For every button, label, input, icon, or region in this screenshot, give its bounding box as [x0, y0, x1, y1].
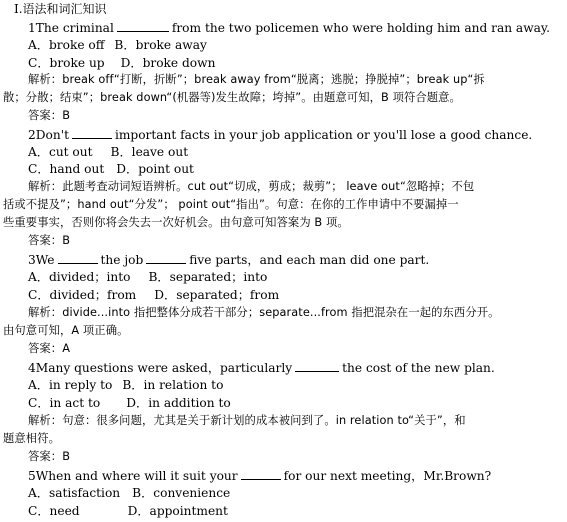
q4-blank [295, 358, 339, 372]
q5-option-d: D．appointment [127, 504, 228, 518]
q3-option-c: C．divided；from [28, 288, 137, 302]
q4-option-c: C．in act to [28, 396, 101, 410]
q5-options-row-1 [28, 484, 230, 502]
q5-stem-after: for our next meeting，Mr.Brown? [283, 469, 492, 483]
q1-explanation-line-1: 解析：break off“打断，折断”；break away from“脱离；逃脱；挣脱掉”；break up“拆 [28, 73, 485, 86]
q3-option-d: D．separated；from [154, 288, 280, 302]
question-4 [28, 358, 495, 377]
q1-blank [117, 18, 169, 32]
q4-stem-after: the cost of the new plan. [342, 361, 495, 375]
q3-option-b: B．separated；into [148, 270, 268, 284]
q2-option-c: C．hand out [28, 162, 105, 176]
q5-blank [241, 466, 281, 480]
q1-options-row-2 [28, 54, 215, 72]
q2-stem-before: 2Don't [28, 128, 69, 142]
question-2 [28, 125, 532, 144]
q2-option-b: B．leave out [110, 145, 189, 159]
q1-option-b: B．broke away [114, 38, 207, 52]
q1-stem-before: 1The criminal [28, 21, 114, 35]
q4-option-b: B．in relation to [122, 378, 224, 392]
q2-options-row-1 [28, 143, 188, 161]
question-5 [28, 466, 491, 485]
q3-explanation-line-2: 由句意可知，A 项正确。 [3, 324, 129, 337]
q4-option-a: A．in reply to [28, 378, 113, 392]
q1-stem-after: from the two policemen who were holding him and ran away. [171, 21, 551, 35]
question-1 [28, 18, 550, 37]
q2-option-d: D．point out [116, 162, 194, 176]
q2-explanation-line-2: 括或不提及”；hand out“分发”； point out“指出”。句意：在你的工作申请中不要漏掉一 [3, 198, 459, 211]
q5-option-b: B．convenience [132, 486, 231, 500]
q2-option-a: A．cut out [28, 145, 93, 159]
q2-stem-after: important facts in your job application or you'll lose a good chance. [114, 128, 533, 142]
q4-answer: 答案：B [28, 450, 71, 463]
q3-blank-1 [58, 250, 98, 264]
q4-options-row-2 [28, 394, 231, 412]
q3-answer: 答案：A [28, 342, 71, 355]
q4-explanation-line-1: 解析：句意：很多问题，尤其是关于新计划的成本被问到了。in relation to“关于”，和 [28, 414, 466, 427]
q4-stem-before: 4Many questions were asked，particularly [28, 361, 293, 375]
q2-explanation-line-3: 些重要事实，否则你将会失去一次好机会。由句意可知答案为 B 项。 [3, 216, 349, 229]
q2-explanation-line-1: 解析：此题考查动词短语辨析。cut out“切成，剪成；裁剪”； leave out“忽略掉；不包 [28, 180, 475, 193]
q4-explanation-line-2: 题意相符。 [3, 432, 60, 445]
q2-blank [72, 125, 112, 139]
q3-options-row-1 [28, 268, 267, 286]
q1-answer: 答案：B [28, 109, 71, 122]
q1-options-row-1 [28, 36, 207, 54]
section-title: Ⅰ.语法和词汇知识 [14, 2, 107, 16]
q1-option-a: A．broke off [28, 38, 105, 52]
question-3 [28, 250, 429, 269]
q3-option-a: A．divided；into [28, 270, 131, 284]
q4-options-row-1 [28, 376, 223, 394]
q5-stem-before: 5When and where will it suit your [28, 469, 238, 483]
q3-stem-after: five parts，and each man did one part. [189, 253, 430, 267]
q1-option-d: D．broke down [120, 56, 216, 70]
q2-answer: 答案：B [28, 234, 71, 247]
q2-options-row-2 [28, 160, 194, 178]
q5-option-c: C．need [28, 504, 80, 518]
q3-stem-mid: the job [100, 253, 144, 267]
q5-option-a: A．satisfaction [28, 486, 121, 500]
q1-option-c: C．broke up [28, 56, 105, 70]
q3-stem-before: 3We [28, 253, 55, 267]
q3-options-row-2 [28, 286, 279, 304]
q3-explanation-line-1: 解析：divide...into 指把整体分成若干部分；separate...from 指把混杂在一起的东西分开。 [28, 306, 500, 319]
q3-blank-2 [146, 250, 186, 264]
q5-options-row-2 [28, 502, 228, 520]
q4-option-d: D．in addition to [126, 396, 231, 410]
q1-explanation-line-2: 散；分散；结束”；break down“(机器等)发生故障；垮掉”。由题意可知，B 项符合题意。 [3, 91, 461, 104]
